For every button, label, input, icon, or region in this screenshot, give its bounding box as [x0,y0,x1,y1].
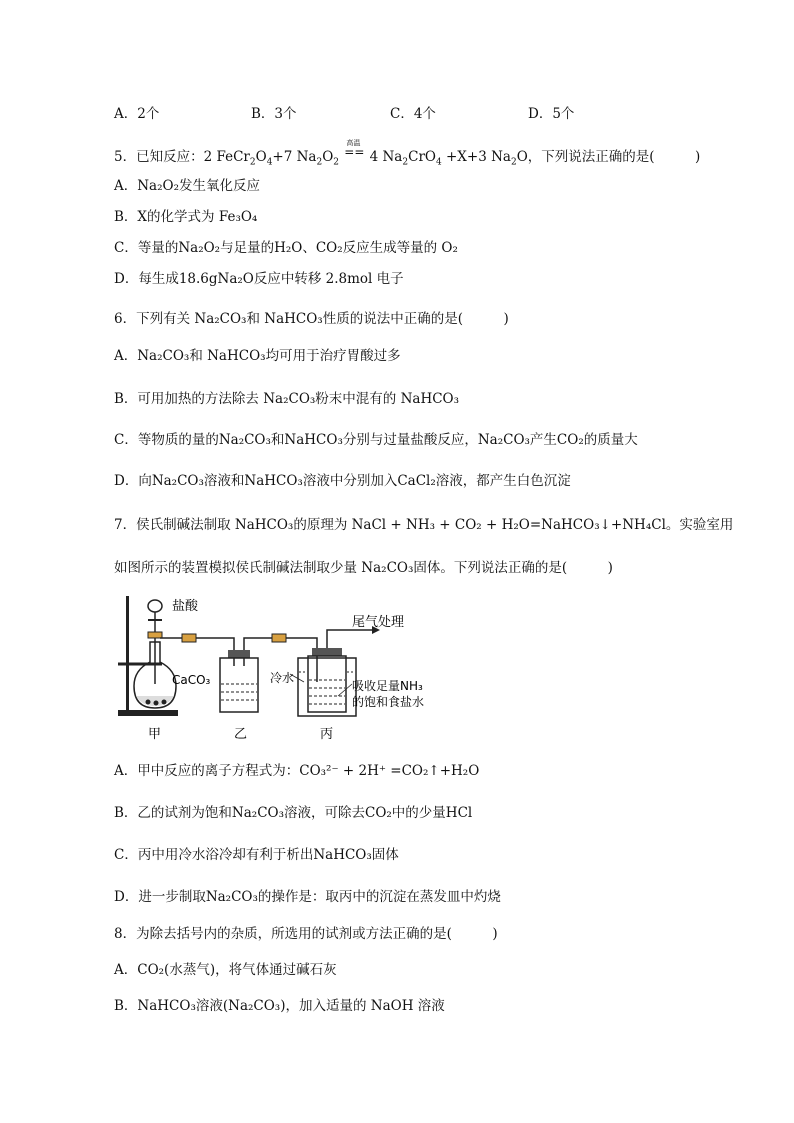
label-absorb-line2: 的饱和食盐水 [352,695,425,709]
q8-option-b: B．NaHCO₃溶液(Na₂CO₃)，加入适量的 NaOH 溶液 [114,998,445,1014]
q6-option-c: C．等物质的量的Na₂CO₃和NaHCO₃分别与过量盐酸反应，Na₂CO₃产生CO₂的质量大 [114,432,638,448]
q7-option-a: A．甲中反应的离子方程式为：CO₃²⁻ + 2H⁺ =CO₂↑+H₂O [114,763,480,779]
q5-prefix: 5．已知反应：2 FeCr [114,149,250,165]
q6-option-d: D．向Na₂CO₃溶液和NaHCO₃溶液中分别加入CaCl₂溶液，都产生白色沉淀 [114,473,571,489]
q4-option-a: A．2个 [114,106,160,122]
label-yi: 乙 [234,727,248,742]
q5-option-b: B．X的化学式为 Fe₃O₄ [114,209,258,225]
label-hcl: 盐酸 [172,599,199,614]
reaction-arrow: 高温 == [343,147,365,167]
q4-option-d: D．5个 [528,106,575,122]
label-tail-gas: 尾气处理 [352,615,405,630]
q5-stem: 5．已知反应：2 $FeCr_2O_4+7$ $Na_2O_2$ 高温 == 4 $Na_2CrO_4 +X+3$ $Na_2O$，下列说法正确的是( ) [114,147,700,173]
apparatus-figure [112,592,442,742]
q6-option-a: A．Na₂CO₃和 NaHCO₃均可用于治疗胃酸过多 [114,348,401,364]
q5-option-d: D．每生成18.6gNa₂O反应中转移 2.8mol 电子 [114,271,404,287]
q6-stem: 6．下列有关 Na₂CO₃和 NaHCO₃性质的说法中正确的是( ) [114,311,509,327]
q4-option-c: C．4个 [390,106,436,122]
label-jia: 甲 [148,727,162,742]
label-caco3: CaCO₃ [172,673,211,687]
q8-option-a: A．CO₂(水蒸气)，将气体通过碱石灰 [114,962,337,978]
q7-option-d: D．进一步制取Na₂CO₃的操作是：取丙中的沉淀在蒸发皿中灼烧 [114,889,501,905]
q7-stem-line1: 7．侯氏制碱法制取 NaHCO₃的原理为 NaCl + NH₃ + CO₂ + H₂O=NaHCO₃↓+NH₄Cl。实验室用 [114,517,734,533]
q4-options [114,102,714,122]
q4-option-b: B．3个 [251,106,297,122]
q7-stem-line2: 如图所示的装置模拟侯氏制碱法制取少量 Na₂CO₃固体。下列说法正确的是( ) [114,560,613,576]
q5-option-c: C．等量的Na₂O₂与足量的H₂O、CO₂反应生成等量的 O₂ [114,240,458,256]
reaction-condition: 高温 [346,139,361,147]
q8-stem: 8．为除去括号内的杂质，所选用的试剂或方法正确的是( ) [114,926,498,942]
q6-option-b: B．可用加热的方法除去 Na₂CO₃粉末中混有的 NaHCO₃ [114,391,460,407]
q7-option-b: B．乙的试剂为饱和Na₂CO₃溶液，可除去CO₂中的少量HCl [114,805,473,821]
label-cold-water: 冷水 [270,671,295,685]
label-bing: 丙 [320,727,334,742]
label-absorb-line1: 吸收足量NH₃ [352,679,423,693]
q5-option-a: A．Na₂O₂发生氧化反应 [114,178,261,194]
q7-option-c: C．丙中用冷水浴冷却有利于析出NaHCO₃固体 [114,847,399,863]
